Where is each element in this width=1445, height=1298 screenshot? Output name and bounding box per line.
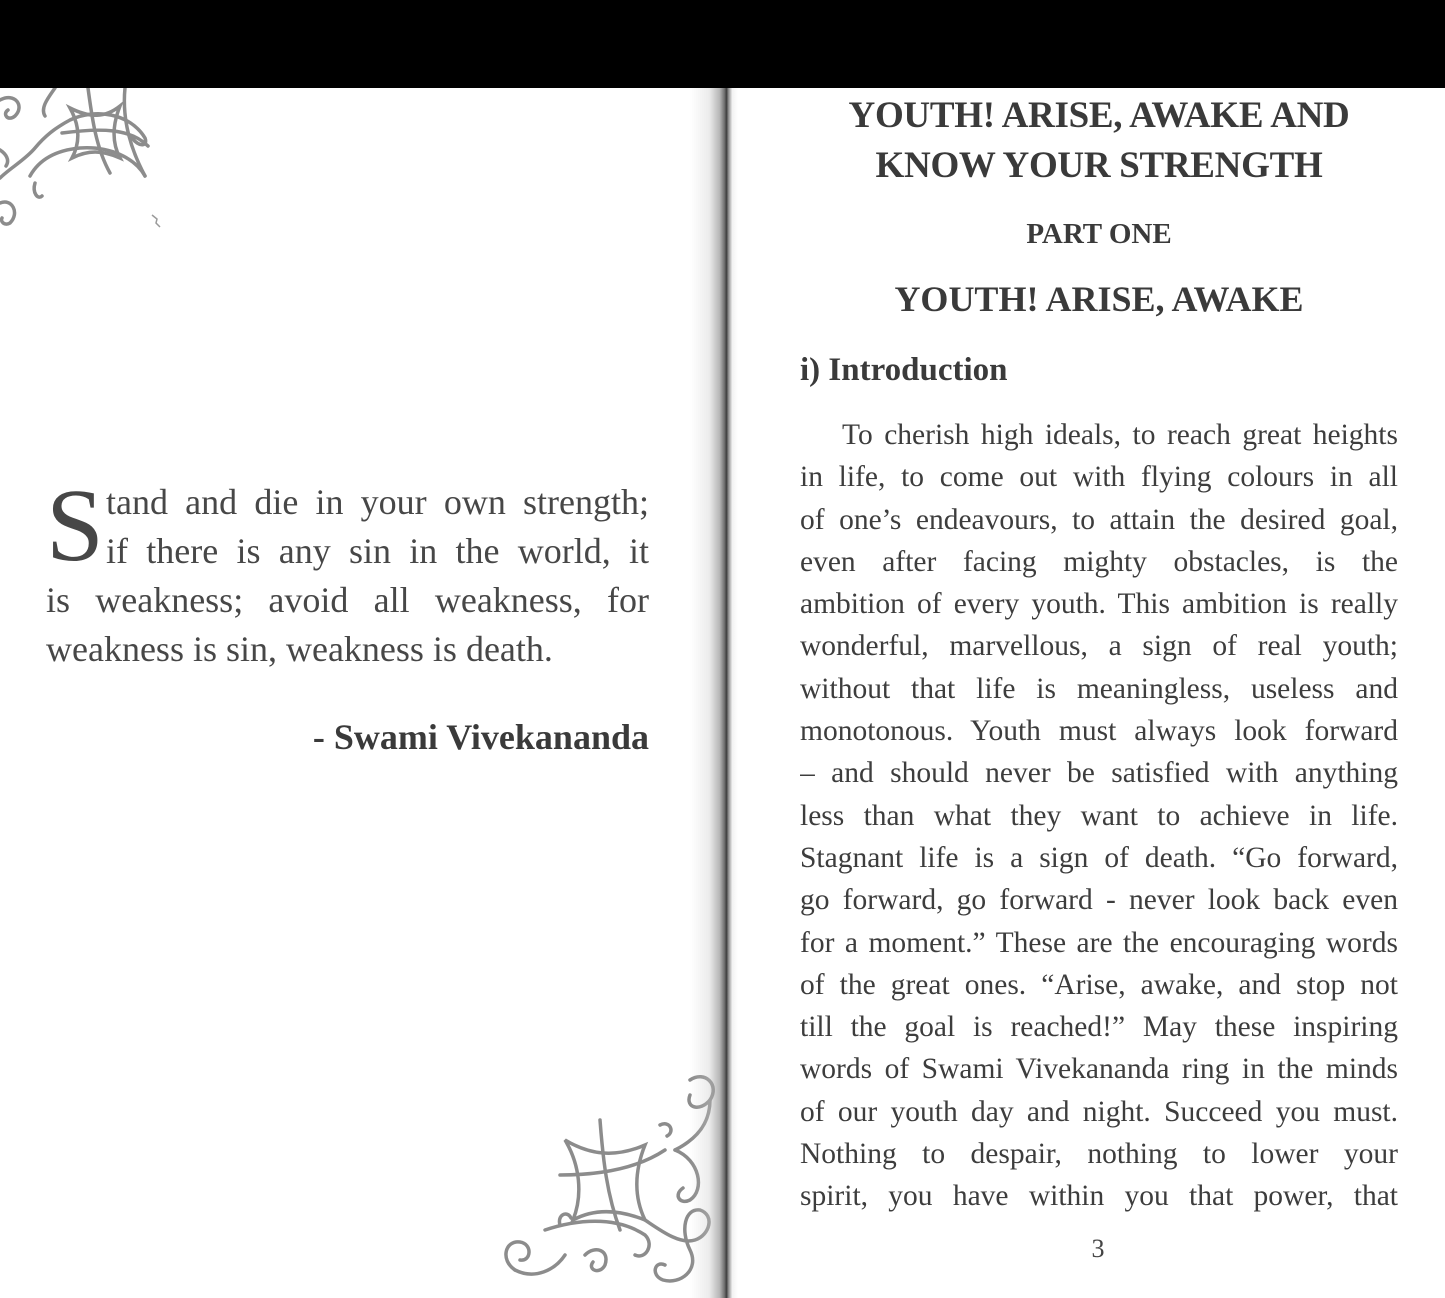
quote-attribution: - Swami Vivekananda bbox=[312, 717, 649, 757]
body-line: in life, to come out with flying colours in all bbox=[800, 461, 1398, 494]
body-line: To cherish high ideals, to reach great heights bbox=[842, 419, 1398, 451]
book-spine-gutter bbox=[690, 88, 738, 1298]
scan-top-black-band bbox=[0, 0, 1445, 88]
body-line: of the great ones. “Arise, awake, and stop not bbox=[800, 968, 1398, 1001]
body-line: till the goal is reached!” May these inspiring bbox=[800, 1011, 1398, 1044]
book-title-line-2: KNOW YOUR STRENGTH bbox=[875, 145, 1323, 186]
book-title-line-1: YOUTH! ARISE, AWAKE AND bbox=[848, 95, 1350, 136]
body-line: spirit, you have within you that power, that bbox=[800, 1180, 1398, 1213]
body-line: Nothing to despair, nothing to lower your bbox=[800, 1138, 1398, 1171]
page-number: 3 bbox=[1091, 1234, 1105, 1263]
section-heading: i) Introduction bbox=[800, 352, 1008, 388]
body-line: words of Swami Vivekananda ring in the minds bbox=[800, 1053, 1398, 1086]
quote-line: if there is any sin in the world, it bbox=[106, 531, 649, 571]
part-label: PART ONE bbox=[1026, 218, 1172, 250]
body-paragraph bbox=[800, 414, 1398, 1218]
epigraph-quote bbox=[46, 468, 649, 674]
quote-line: weakness is sin, weakness is death. bbox=[46, 629, 553, 669]
body-line: of one’s endeavours, to attain the desired goal, bbox=[800, 503, 1398, 536]
drop-cap-letter: S bbox=[46, 468, 104, 583]
body-line: – and should never be satisfied with anything bbox=[800, 757, 1398, 790]
body-line: monotonous. Youth must always look forward bbox=[800, 715, 1398, 748]
body-line: even after facing mighty obstacles, is the bbox=[800, 545, 1398, 578]
quote-line: tand and die in your own strength; bbox=[106, 482, 649, 522]
body-line: Stagnant life is a sign of death. “Go forward, bbox=[800, 841, 1398, 874]
body-line: without that life is meaningless, useless and bbox=[800, 672, 1398, 705]
body-line: less than what they want to achieve in life. bbox=[800, 799, 1398, 832]
chapter-title: YOUTH! ARISE, AWAKE bbox=[894, 279, 1304, 319]
paper-speck-mark-icon bbox=[150, 213, 164, 233]
body-line: for a moment.” These are the encouraging words bbox=[800, 926, 1398, 959]
body-line: ambition of every youth. This ambition is really bbox=[800, 588, 1398, 621]
quote-line: is weakness; avoid all weakness, for bbox=[46, 580, 649, 620]
body-line: of our youth day and night. Succeed you must. bbox=[800, 1095, 1398, 1128]
body-line: go forward, go forward - never look back even bbox=[800, 884, 1398, 917]
body-line: wonderful, marvellous, a sign of real youth; bbox=[800, 630, 1398, 663]
